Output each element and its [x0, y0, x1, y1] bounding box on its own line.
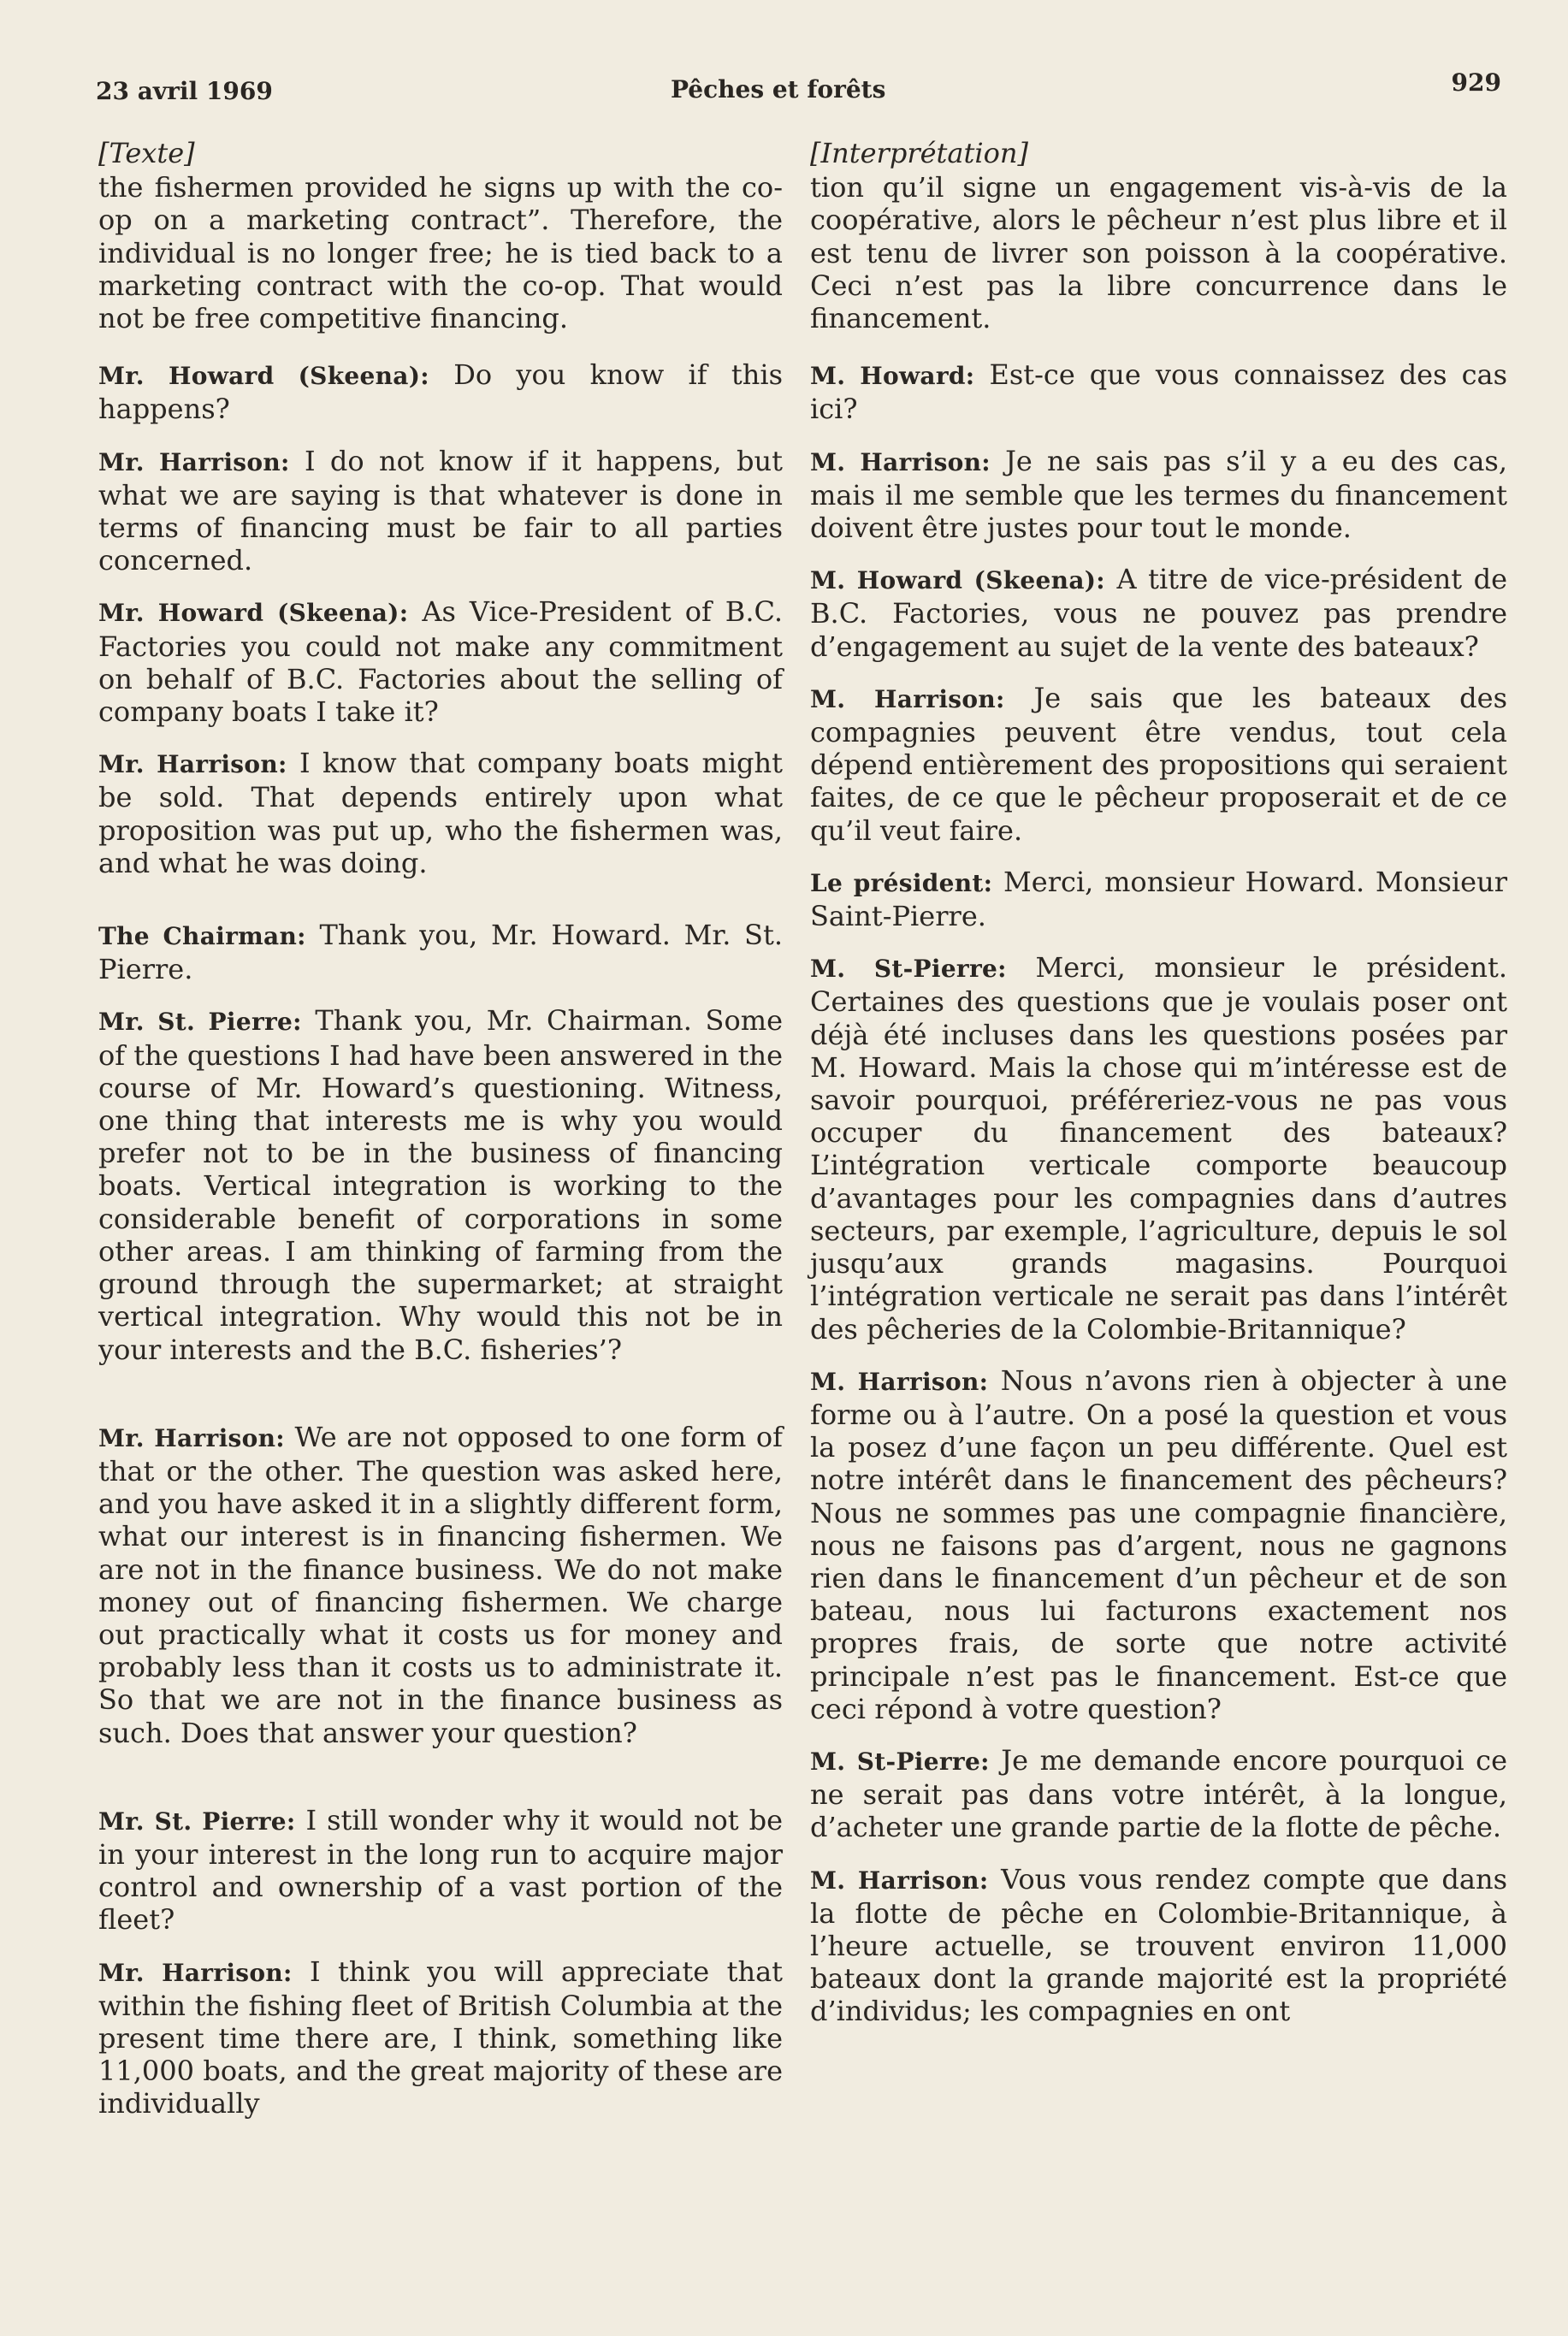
paragraph-text: I think you will appreciate that within the fishing fleet of British Columbia at the present time there are, I think, something like 11,000 boats, and the great majority of these are individually: [98, 1955, 784, 2120]
paragraph-text: I still wonder why it would not be in your interest in the long run to acquire major control and ownership of a vast portion of the fleet?: [98, 1803, 784, 1937]
paragraph-text: Thank you, Mr. Howard. Mr. St. Pierre.: [98, 919, 784, 986]
speaker-name: M. Howard (Skeena):: [810, 566, 1105, 595]
paragraph: [98, 171, 783, 334]
speaker-name: M. Harrison:: [810, 684, 1005, 713]
speaker-name: Mr. Harrison:: [98, 1958, 293, 1987]
paragraph: [810, 1863, 1507, 2028]
page-header: [96, 68, 1501, 120]
speaker-name: M. St-Pierre:: [810, 955, 1007, 984]
paragraph: [98, 747, 783, 879]
paragraph-text: Je ne sais pas s’il y a eu des cas, mais il me semble que les termes du financement doivent être justes pour tout le monde.: [810, 444, 1507, 545]
paragraph: [810, 171, 1507, 334]
left-column-english: [98, 137, 783, 2139]
paragraph-text: Merci, monsieur Howard. Monsieur Saint-Pierre.: [810, 865, 1507, 933]
section-label-interpretation: [Interprétation]: [810, 137, 1028, 169]
paragraph-text: tion qu’il signe un engagement vis-à-vis de la coopérative, alors le pêcheur n’est plus libre et il est tenu de livrer son poisson à la coopérative. Ceci n’est pas la libre concurrence dans le financement.: [810, 171, 1507, 335]
speaker-name: M. Howard:: [810, 362, 975, 391]
paragraph: [810, 1364, 1507, 1725]
paragraph: [810, 1744, 1507, 1844]
paragraph-text: A titre de vice-président de B.C. Factories, vous ne pouvez pas prendre d’engagement au sujet de la vente des bateaux?: [810, 563, 1507, 663]
paragraph-text: Vous vous rendez compte que dans la flotte de pêche en Colombie-Britannique, à l’heure actuelle, se trouvent environ 11,000 bateaux dont la grande majorité est la propriété d’individus; les compagnies en ont: [810, 1862, 1508, 2028]
paragraph-text: Nous n’avons rien à objecter à une forme ou à l’autre. On a posé la question et vous la posez d’une façon un peu différente. Quel est notre intérêt dans le financement des pêcheurs? Nous ne sommes pas une compagnie financière, nous ne faisons pas d’argent, nous ne gagnons rien dans le financement d’un pêcheur et de son bateau, nous lui facturons exactement nos propres frais, de sorte que notre activité principale n’est pas le financement. Est-ce que ceci répond à votre question?: [810, 1363, 1508, 1725]
speaker-name: Mr. Howard (Skeena):: [98, 599, 409, 628]
paragraph-text: Do you know if this happens?: [98, 358, 784, 426]
speaker-name: Le président:: [810, 868, 993, 897]
paragraph: [810, 951, 1507, 1345]
paragraph-text: Merci, monsieur le président. Certaines des questions que je voulais poser ont déjà été incluses dans les questions posées par M. Howard. Mais la chose qui m’intéresse est de savoir pourquoi, préféreriez-vous ne pas vous occuper du financement des bateaux? L’intégration verticale comporte beaucoup d’avantages pour les compagnies dans d’autres secteurs, par exemple, l’agriculture, depuis le sol jusqu’aux grands magasins. Pourquoi l’intégration verticale ne serait pas dans l’intérêt des pêcheries de la Colombie-Britannique?: [810, 951, 1508, 1345]
right-column-french: [810, 137, 1507, 2047]
page-number: 929: [1451, 68, 1501, 97]
paragraph-text: Je me demande encore pourquoi ce ne serait pas dans votre intérêt, à la longue, d’acheter une grande partie de la flotte de pêche.: [810, 1743, 1508, 1844]
paragraph: [810, 866, 1507, 932]
header-title: Pêches et forêts: [671, 75, 886, 103]
speaker-name: Mr. Harrison:: [98, 750, 287, 779]
paragraph: [810, 563, 1507, 663]
speaker-name: M. St-Pierre:: [810, 1747, 990, 1776]
paragraph-text: Thank you, Mr. Chairman. Some of the questions I had have been answered in the course of Mr. Howard’s questioning. Witness, one thing that interests me is why you would prefer not to be in the business of financing boats. Vertical integration is working to the considerable benefit of corporations in some other areas. I am thinking of farming from the ground through the supermarket; at straight vertical integration. Why would this not be in your interests and the B.C. fisheries’?: [98, 1004, 784, 1366]
paragraph-text: As Vice-President of B.C. Factories you could not make any commitment on behalf of B.C. Factories about the selling of company boats I take it?: [98, 595, 784, 729]
paragraph: [98, 1955, 783, 2120]
paragraph: [98, 1004, 783, 1365]
paragraph: [98, 1421, 783, 1749]
paragraph-text: Je sais que les bateaux des compagnies peuvent être vendus, tout cela dépend entièrement des propositions qui seraient faites, de ce que le pêcheur proposerait et de ce qu’il veut faire.: [810, 681, 1508, 847]
paragraph: [98, 595, 783, 728]
paragraph: [98, 358, 783, 425]
speaker-name: M. Harrison:: [810, 447, 991, 476]
paragraph: [98, 445, 783, 577]
header-date: 23 avril 1969: [96, 77, 273, 105]
paragraph: [98, 1804, 783, 1937]
section-label-texte: [Texte]: [98, 137, 195, 169]
speaker-name: M. Harrison:: [810, 1866, 989, 1895]
speaker-name: Mr. Harrison:: [98, 447, 290, 476]
paragraph-text: Est-ce que vous connaissez des cas ici?: [810, 358, 1507, 426]
paragraph-text: We are not opposed to one form of that or the other. The question was asked here, and you have asked it in a slightly different form, what our interest is in financing fishermen. We are not in the finance business. We do not make money out of financing fishermen. We charge out practically what it costs us for money and probably less than it costs us to administrate it. So that we are not in the finance business as such. Does that answer your question?: [98, 1420, 784, 1749]
paragraph-text: the fishermen provided he signs up with the co-op on a marketing contract”. Therefore, the individual is no longer free; he is tied back to a marketing contract with the co-op. That would not be free competitive financing.: [98, 171, 783, 335]
paragraph-text: I know that company boats might be sold. That depends entirely upon what proposition was put up, who the fishermen was, and what he was doing.: [98, 747, 784, 879]
speaker-name: Mr. St. Pierre:: [98, 1008, 302, 1037]
speaker-name: Mr. St. Pierre:: [98, 1807, 296, 1836]
paragraph: [810, 682, 1507, 847]
paragraph: [810, 445, 1507, 545]
speaker-name: The Chairman:: [98, 922, 306, 951]
paragraph: [98, 919, 783, 985]
speaker-name: M. Harrison:: [810, 1367, 989, 1396]
paragraph-text: I do not know if it happens, but what we are saying is that whatever is done in terms of financing must be fair to all parties concerned.: [98, 444, 784, 577]
speaker-name: Mr. Harrison:: [98, 1423, 285, 1452]
speaker-name: Mr. Howard (Skeena):: [98, 362, 429, 391]
paragraph: [810, 358, 1507, 425]
